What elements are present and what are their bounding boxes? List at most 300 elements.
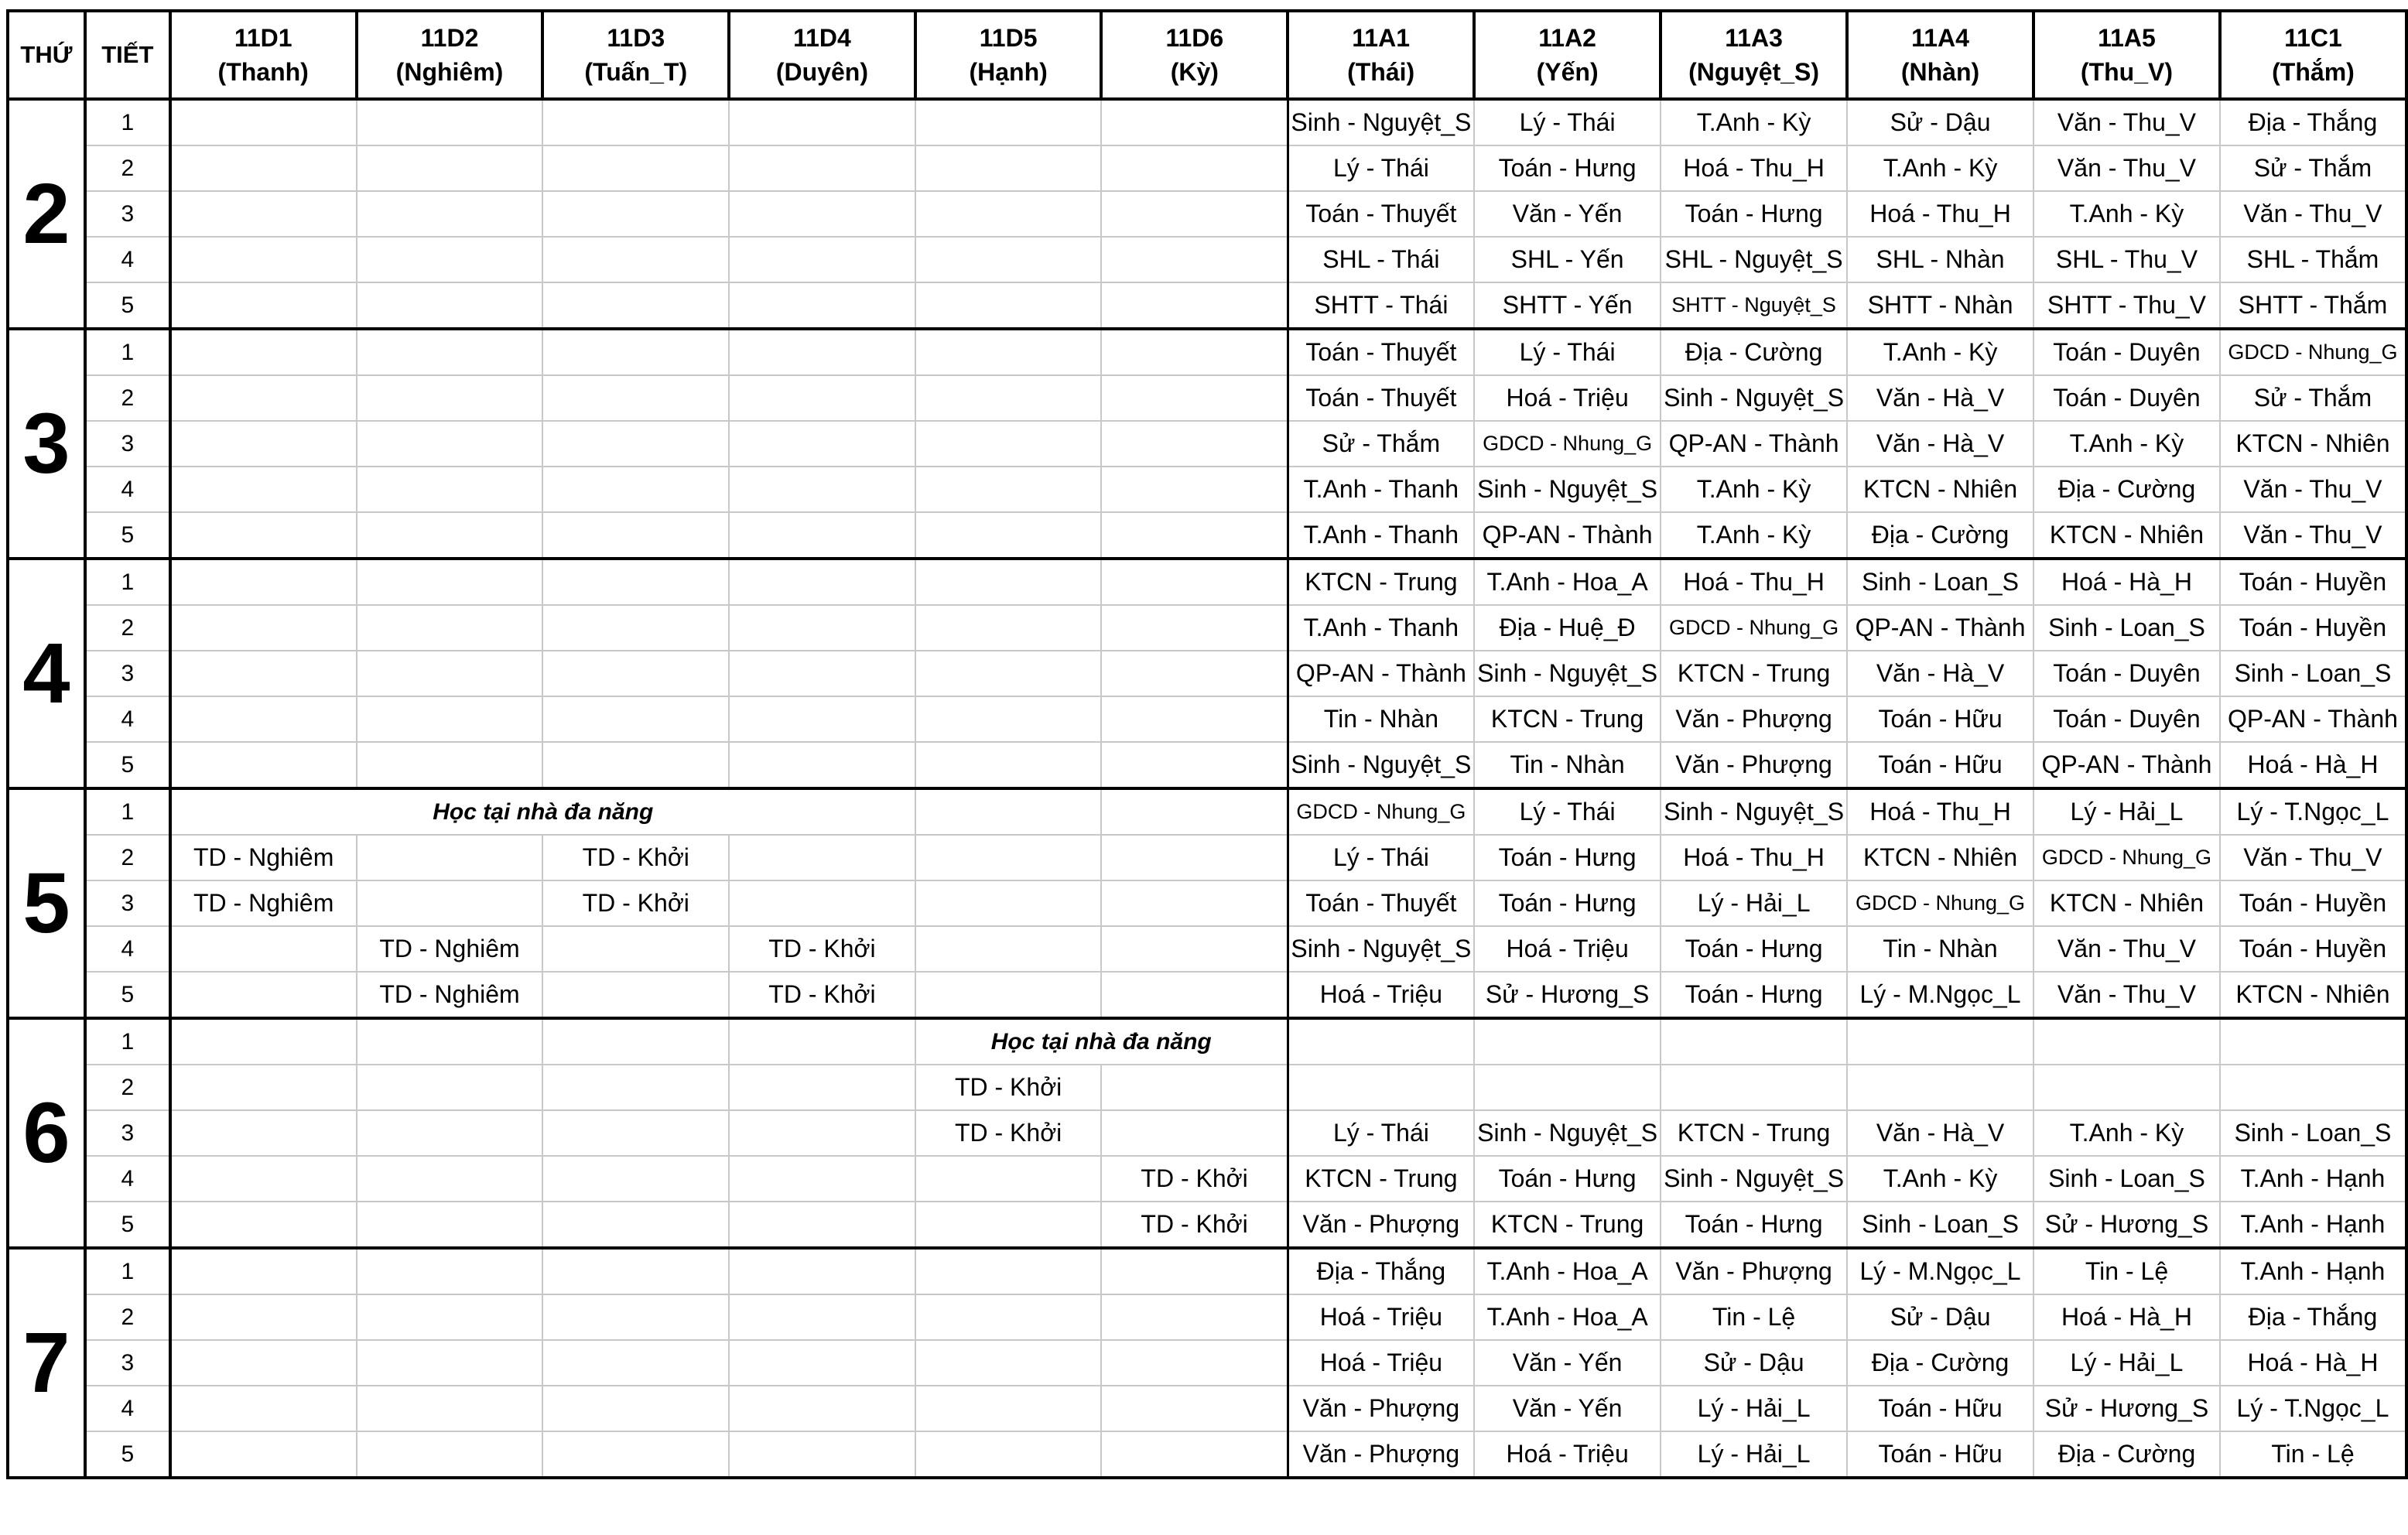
lesson-cell: Văn - Thu_V <box>2220 191 2406 237</box>
lesson-cell: T.Anh - Hạnh <box>2220 1202 2406 1248</box>
lesson-cell: TD - Khởi <box>729 972 915 1018</box>
class-code: 11C1 <box>2284 24 2342 52</box>
lesson-cell <box>357 605 543 651</box>
lesson-cell <box>542 1156 729 1202</box>
lesson-cell: Văn - Hà_V <box>1847 421 2033 467</box>
lesson-cell: Hoá - Hà_H <box>2033 559 2220 605</box>
lesson-cell: Sử - Hương_S <box>2033 1202 2220 1248</box>
lesson-cell <box>170 1110 357 1156</box>
lesson-cell <box>170 237 357 282</box>
lesson-cell <box>729 651 915 696</box>
lesson-cell <box>357 1110 543 1156</box>
class-header <box>170 11 357 99</box>
lesson-cell: QP-AN - Thành <box>1847 605 2033 651</box>
lesson-cell <box>729 742 915 788</box>
lesson-cell <box>915 742 1102 788</box>
period-number: 2 <box>85 145 170 191</box>
lesson-cell <box>915 696 1102 742</box>
lesson-cell <box>1101 926 1288 972</box>
lesson-cell: Toán - Hưng <box>1474 145 1661 191</box>
day-label: 7 <box>8 1248 85 1478</box>
lesson-cell: QP-AN - Thành <box>1474 512 1661 559</box>
lesson-cell <box>357 696 543 742</box>
lesson-cell <box>357 421 543 467</box>
table-row <box>8 1386 2406 1431</box>
table-row <box>8 1156 2406 1202</box>
lesson-cell <box>542 467 729 512</box>
lesson-cell: Tin - Nhàn <box>1474 742 1661 788</box>
lesson-cell: Sinh - Nguyệt_S <box>1661 375 1847 421</box>
table-row <box>8 1294 2406 1340</box>
lesson-cell: Văn - Hà_V <box>1847 651 2033 696</box>
period-number: 5 <box>85 972 170 1018</box>
lesson-cell: Toán - Duyên <box>2033 329 2220 375</box>
lesson-cell <box>1101 559 1288 605</box>
lesson-cell: Tin - Lệ <box>2033 1248 2220 1294</box>
lesson-cell <box>915 1156 1102 1202</box>
lesson-cell: TD - Khởi <box>1101 1156 1288 1202</box>
lesson-cell: GDCD - Nhung_G <box>1847 880 2033 926</box>
lesson-cell: KTCN - Nhiên <box>2220 421 2406 467</box>
lesson-cell <box>729 237 915 282</box>
lesson-cell: GDCD - Nhung_G <box>1474 421 1661 467</box>
lesson-cell: SHL - Thái <box>1288 237 1474 282</box>
lesson-cell: Toán - Thuyết <box>1288 375 1474 421</box>
lesson-cell <box>170 1386 357 1431</box>
lesson-cell <box>915 329 1102 375</box>
lesson-cell <box>542 99 729 145</box>
lesson-cell <box>542 282 729 329</box>
lesson-cell: GDCD - Nhung_G <box>2220 329 2406 375</box>
lesson-cell <box>357 1156 543 1202</box>
lesson-cell <box>1847 1018 2033 1065</box>
lesson-cell: Văn - Phượng <box>1661 696 1847 742</box>
lesson-cell <box>915 1340 1102 1386</box>
lesson-cell: Lý - Thái <box>1474 99 1661 145</box>
lesson-cell <box>729 1156 915 1202</box>
lesson-cell <box>729 282 915 329</box>
lesson-cell <box>542 512 729 559</box>
lesson-cell <box>170 742 357 788</box>
lesson-cell: T.Anh - Kỳ <box>1847 329 2033 375</box>
lesson-cell <box>729 421 915 467</box>
lesson-cell <box>542 1110 729 1156</box>
lesson-cell <box>915 835 1102 880</box>
lesson-cell: Sinh - Nguyệt_S <box>1661 1156 1847 1202</box>
period-number: 5 <box>85 282 170 329</box>
lesson-cell: Lý - Hải_L <box>2033 1340 2220 1386</box>
homeroom-teacher: (Tuấn_T) <box>584 58 688 86</box>
lesson-cell: Hoá - Hà_H <box>2220 1340 2406 1386</box>
table-row <box>8 421 2406 467</box>
lesson-cell: KTCN - Trung <box>1288 559 1474 605</box>
lesson-cell: Văn - Thu_V <box>2220 467 2406 512</box>
lesson-cell: TD - Nghiêm <box>357 972 543 1018</box>
period-number: 3 <box>85 651 170 696</box>
lesson-cell: T.Anh - Kỳ <box>1847 145 2033 191</box>
period-number: 1 <box>85 99 170 145</box>
lesson-cell: Lý - Hải_L <box>2033 788 2220 835</box>
lesson-cell <box>729 880 915 926</box>
lesson-cell <box>915 1248 1102 1294</box>
lesson-cell <box>357 191 543 237</box>
lesson-cell <box>357 467 543 512</box>
period-number: 4 <box>85 467 170 512</box>
lesson-cell: SHL - Yến <box>1474 237 1661 282</box>
period-number: 2 <box>85 1065 170 1110</box>
lesson-cell <box>729 512 915 559</box>
class-code: 11D6 <box>1165 24 1224 52</box>
period-number: 2 <box>85 605 170 651</box>
lesson-cell: T.Anh - Kỳ <box>1661 467 1847 512</box>
lesson-cell: SHL - Nhàn <box>1847 237 2033 282</box>
lesson-cell: Toán - Huyền <box>2220 880 2406 926</box>
lesson-cell <box>729 1110 915 1156</box>
lesson-cell <box>1101 972 1288 1018</box>
lesson-cell: Sử - Hương_S <box>2033 1386 2220 1431</box>
lesson-cell <box>357 145 543 191</box>
lesson-cell: SHTT - Thái <box>1288 282 1474 329</box>
lesson-cell: T.Anh - Hoa_A <box>1474 559 1661 605</box>
lesson-cell: TD - Khởi <box>542 835 729 880</box>
class-code: 11D3 <box>607 24 665 52</box>
lesson-cell: KTCN - Trung <box>1474 696 1661 742</box>
lesson-cell: Văn - Thu_V <box>2033 99 2220 145</box>
lesson-cell: Toán - Hưng <box>1661 926 1847 972</box>
lesson-cell <box>729 329 915 375</box>
lesson-cell <box>1101 1248 1288 1294</box>
homeroom-teacher: (Thu_V) <box>2080 58 2174 86</box>
lesson-cell: Sử - Thắm <box>2220 375 2406 421</box>
lesson-cell <box>729 467 915 512</box>
class-code: 11A2 <box>1538 24 1596 52</box>
period-number: 4 <box>85 1386 170 1431</box>
lesson-cell: Lý - M.Ngọc_L <box>1847 1248 2033 1294</box>
table-row <box>8 835 2406 880</box>
lesson-cell <box>542 191 729 237</box>
lesson-cell <box>542 145 729 191</box>
lesson-cell: Hoá - Triệu <box>1288 1340 1474 1386</box>
lesson-cell: T.Anh - Thanh <box>1288 512 1474 559</box>
lesson-cell <box>1101 1065 1288 1110</box>
lesson-cell <box>170 605 357 651</box>
lesson-cell: T.Anh - Hạnh <box>2220 1248 2406 1294</box>
lesson-cell: Hoá - Triệu <box>1288 972 1474 1018</box>
lesson-cell <box>729 559 915 605</box>
lesson-cell <box>1101 1294 1288 1340</box>
lesson-cell: Hoá - Thu_H <box>1661 835 1847 880</box>
lesson-cell: T.Anh - Hạnh <box>2220 1156 2406 1202</box>
lesson-cell: Sinh - Nguyệt_S <box>1288 99 1474 145</box>
lesson-cell: KTCN - Nhiên <box>1847 835 2033 880</box>
lesson-cell: Sử - Dậu <box>1847 1294 2033 1340</box>
lesson-cell <box>1101 375 1288 421</box>
lesson-cell: TD - Nghiêm <box>170 880 357 926</box>
lesson-cell <box>1101 421 1288 467</box>
table-row <box>8 1065 2406 1110</box>
table-row <box>8 651 2406 696</box>
lesson-cell <box>915 926 1102 972</box>
table-row <box>8 282 2406 329</box>
lesson-cell <box>1474 1065 1661 1110</box>
lesson-cell: Toán - Thuyết <box>1288 329 1474 375</box>
lesson-cell <box>2033 1065 2220 1110</box>
lesson-cell: Sinh - Nguyệt_S <box>1288 926 1474 972</box>
lesson-cell <box>729 1248 915 1294</box>
lesson-cell: T.Anh - Kỳ <box>2033 421 2220 467</box>
lesson-cell <box>915 651 1102 696</box>
lesson-cell <box>915 375 1102 421</box>
class-header <box>1474 11 1661 99</box>
lesson-cell: Địa - Thắng <box>2220 1294 2406 1340</box>
class-header <box>729 11 915 99</box>
lesson-cell <box>729 375 915 421</box>
period-number: 1 <box>85 788 170 835</box>
lesson-cell: Văn - Thu_V <box>2220 512 2406 559</box>
lesson-cell: SHTT - Thắm <box>2220 282 2406 329</box>
lesson-cell <box>2220 1065 2406 1110</box>
lesson-cell: Hoá - Hà_H <box>2220 742 2406 788</box>
lesson-cell: Địa - Cường <box>2033 1431 2220 1478</box>
class-header <box>1847 11 2033 99</box>
lesson-cell <box>729 1018 915 1065</box>
lesson-cell <box>357 282 543 329</box>
class-header <box>1101 11 1288 99</box>
lesson-cell: T.Anh - Hoa_A <box>1474 1248 1661 1294</box>
lesson-cell <box>357 880 543 926</box>
lesson-cell <box>542 421 729 467</box>
lesson-cell <box>1101 788 1288 835</box>
lesson-cell <box>357 835 543 880</box>
lesson-cell: KTCN - Trung <box>1661 1110 1847 1156</box>
table-row <box>8 696 2406 742</box>
table-row <box>8 880 2406 926</box>
lesson-cell: Sinh - Nguyệt_S <box>1288 742 1474 788</box>
lesson-cell: Hoá - Hà_H <box>2033 1294 2220 1340</box>
lesson-cell <box>1101 329 1288 375</box>
lesson-cell <box>1101 282 1288 329</box>
lesson-cell: Toán - Duyên <box>2033 375 2220 421</box>
lesson-cell <box>1288 1018 1474 1065</box>
table-row <box>8 1340 2406 1386</box>
lesson-cell <box>170 559 357 605</box>
lesson-cell <box>542 696 729 742</box>
lesson-cell <box>915 191 1102 237</box>
lesson-cell <box>357 559 543 605</box>
lesson-cell: TD - Khởi <box>542 880 729 926</box>
lesson-cell <box>542 742 729 788</box>
lesson-cell <box>915 972 1102 1018</box>
lesson-cell <box>357 1294 543 1340</box>
lesson-cell <box>357 1431 543 1478</box>
lesson-cell <box>1101 1386 1288 1431</box>
lesson-cell <box>1101 880 1288 926</box>
lesson-cell <box>170 512 357 559</box>
lesson-cell <box>1661 1018 1847 1065</box>
lesson-cell <box>542 1386 729 1431</box>
lesson-cell <box>170 375 357 421</box>
table-row <box>8 926 2406 972</box>
lesson-cell: Văn - Phượng <box>1661 1248 1847 1294</box>
period-number: 1 <box>85 329 170 375</box>
lesson-cell: Địa - Huệ_Đ <box>1474 605 1661 651</box>
lesson-cell <box>915 99 1102 145</box>
table-row <box>8 467 2406 512</box>
lesson-cell: Văn - Phượng <box>1288 1202 1474 1248</box>
lesson-cell: T.Anh - Thanh <box>1288 467 1474 512</box>
period-number: 5 <box>85 1202 170 1248</box>
day-label: 4 <box>8 559 85 788</box>
lesson-cell <box>357 237 543 282</box>
lesson-cell: SHL - Thu_V <box>2033 237 2220 282</box>
lesson-cell: Toán - Hưng <box>1474 1156 1661 1202</box>
class-code: 11A3 <box>1725 24 1783 52</box>
period-number: 4 <box>85 696 170 742</box>
lesson-cell: TD - Khởi <box>729 926 915 972</box>
lesson-cell: Văn - Thu_V <box>2033 926 2220 972</box>
class-code: 11A4 <box>1911 24 1969 52</box>
lesson-cell: SHTT - Thu_V <box>2033 282 2220 329</box>
lesson-cell <box>542 1248 729 1294</box>
lesson-cell: KTCN - Trung <box>1288 1156 1474 1202</box>
class-code: 11D4 <box>793 24 851 52</box>
period-number: 1 <box>85 1248 170 1294</box>
lesson-cell: Tin - Nhàn <box>1847 926 2033 972</box>
class-header <box>2033 11 2220 99</box>
lesson-cell: Lý - T.Ngọc_L <box>2220 788 2406 835</box>
lesson-cell: Lý - Thái <box>1474 788 1661 835</box>
lesson-cell <box>729 1202 915 1248</box>
lesson-cell <box>542 1202 729 1248</box>
lesson-cell: SHL - Thắm <box>2220 237 2406 282</box>
lesson-cell: KTCN - Nhiên <box>2220 972 2406 1018</box>
lesson-cell <box>170 1202 357 1248</box>
table-row <box>8 1248 2406 1294</box>
lesson-cell: Hoá - Triệu <box>1474 1431 1661 1478</box>
table-row <box>8 191 2406 237</box>
period-number: 3 <box>85 421 170 467</box>
lesson-cell <box>357 512 543 559</box>
homeroom-teacher: (Thái) <box>1347 58 1415 86</box>
period-number: 5 <box>85 512 170 559</box>
lesson-cell: Hoá - Triệu <box>1288 1294 1474 1340</box>
lesson-cell: Tin - Lệ <box>1661 1294 1847 1340</box>
lesson-cell <box>170 972 357 1018</box>
lesson-cell <box>1101 696 1288 742</box>
lesson-cell <box>915 1386 1102 1431</box>
lesson-cell: SHL - Nguyệt_S <box>1661 237 1847 282</box>
lesson-cell: Toán - Hưng <box>1661 1202 1847 1248</box>
lesson-cell <box>542 1294 729 1340</box>
lesson-cell <box>1101 99 1288 145</box>
period-number: 4 <box>85 1156 170 1202</box>
lesson-cell <box>170 1340 357 1386</box>
lesson-cell <box>915 512 1102 559</box>
lesson-cell: Toán - Hữu <box>1847 696 2033 742</box>
lesson-cell: Toán - Thuyết <box>1288 191 1474 237</box>
lesson-cell: Toán - Huyền <box>2220 926 2406 972</box>
lesson-cell: Hoá - Thu_H <box>1661 145 1847 191</box>
period-number: 2 <box>85 835 170 880</box>
table-row <box>8 788 2406 835</box>
lesson-cell: Lý - Hải_L <box>1661 880 1847 926</box>
lesson-cell: Toán - Hữu <box>1847 1386 2033 1431</box>
table-row <box>8 375 2406 421</box>
lesson-cell: Toán - Hưng <box>1661 972 1847 1018</box>
period-number: 1 <box>85 1018 170 1065</box>
lesson-cell: Sinh - Loan_S <box>1847 1202 2033 1248</box>
class-code: 11D1 <box>234 24 292 52</box>
lesson-cell: Tin - Nhàn <box>1288 696 1474 742</box>
homeroom-teacher: (Nhàn) <box>1900 58 1980 86</box>
period-number: 3 <box>85 1110 170 1156</box>
lesson-cell <box>357 1386 543 1431</box>
lesson-cell: QP-AN - Thành <box>1661 421 1847 467</box>
lesson-cell <box>1101 237 1288 282</box>
lesson-cell <box>170 99 357 145</box>
lesson-cell <box>1101 1340 1288 1386</box>
lesson-cell: TD - Khởi <box>915 1110 1102 1156</box>
lesson-cell <box>170 1431 357 1478</box>
lesson-cell <box>729 1065 915 1110</box>
table-row <box>8 1431 2406 1478</box>
lesson-cell <box>915 1294 1102 1340</box>
lesson-cell <box>1101 467 1288 512</box>
lesson-cell <box>1101 1431 1288 1478</box>
lesson-cell <box>170 1294 357 1340</box>
lesson-cell <box>357 1065 543 1110</box>
header-row <box>8 11 2406 99</box>
lesson-cell: Hoá - Triệu <box>1474 926 1661 972</box>
lesson-cell: Địa - Thắng <box>1288 1248 1474 1294</box>
lesson-cell: Địa - Cường <box>1847 1340 2033 1386</box>
day-label: 3 <box>8 329 85 559</box>
lesson-cell <box>542 926 729 972</box>
table-row <box>8 99 2406 145</box>
table-row <box>8 512 2406 559</box>
class-header <box>2220 11 2406 99</box>
homeroom-teacher: (Thắm) <box>2272 58 2355 86</box>
period-number: 3 <box>85 191 170 237</box>
lesson-cell <box>170 329 357 375</box>
lesson-cell: Địa - Cường <box>2033 467 2220 512</box>
lesson-cell: Hoá - Thu_H <box>1847 788 2033 835</box>
lesson-cell <box>729 1294 915 1340</box>
lesson-cell: Sử - Thắm <box>2220 145 2406 191</box>
lesson-cell: Sinh - Nguyệt_S <box>1661 788 1847 835</box>
lesson-cell: Hoá - Thu_H <box>1661 559 1847 605</box>
period-number: 3 <box>85 1340 170 1386</box>
lesson-cell: KTCN - Nhiên <box>1847 467 2033 512</box>
lesson-cell <box>542 329 729 375</box>
lesson-cell: KTCN - Trung <box>1661 651 1847 696</box>
period-number: 4 <box>85 926 170 972</box>
lesson-cell <box>357 1340 543 1386</box>
lesson-cell <box>2033 1018 2220 1065</box>
lesson-cell <box>357 742 543 788</box>
class-header <box>1288 11 1474 99</box>
lesson-cell: TD - Khởi <box>915 1065 1102 1110</box>
period-header: TIẾT <box>85 11 170 99</box>
lesson-cell: Văn - Thu_V <box>2033 145 2220 191</box>
lesson-cell <box>542 605 729 651</box>
lesson-cell <box>1101 512 1288 559</box>
lesson-cell <box>170 651 357 696</box>
merged-note: Học tại nhà đa năng <box>170 788 915 835</box>
lesson-cell <box>1101 605 1288 651</box>
day-label: 5 <box>8 788 85 1018</box>
lesson-cell <box>915 237 1102 282</box>
